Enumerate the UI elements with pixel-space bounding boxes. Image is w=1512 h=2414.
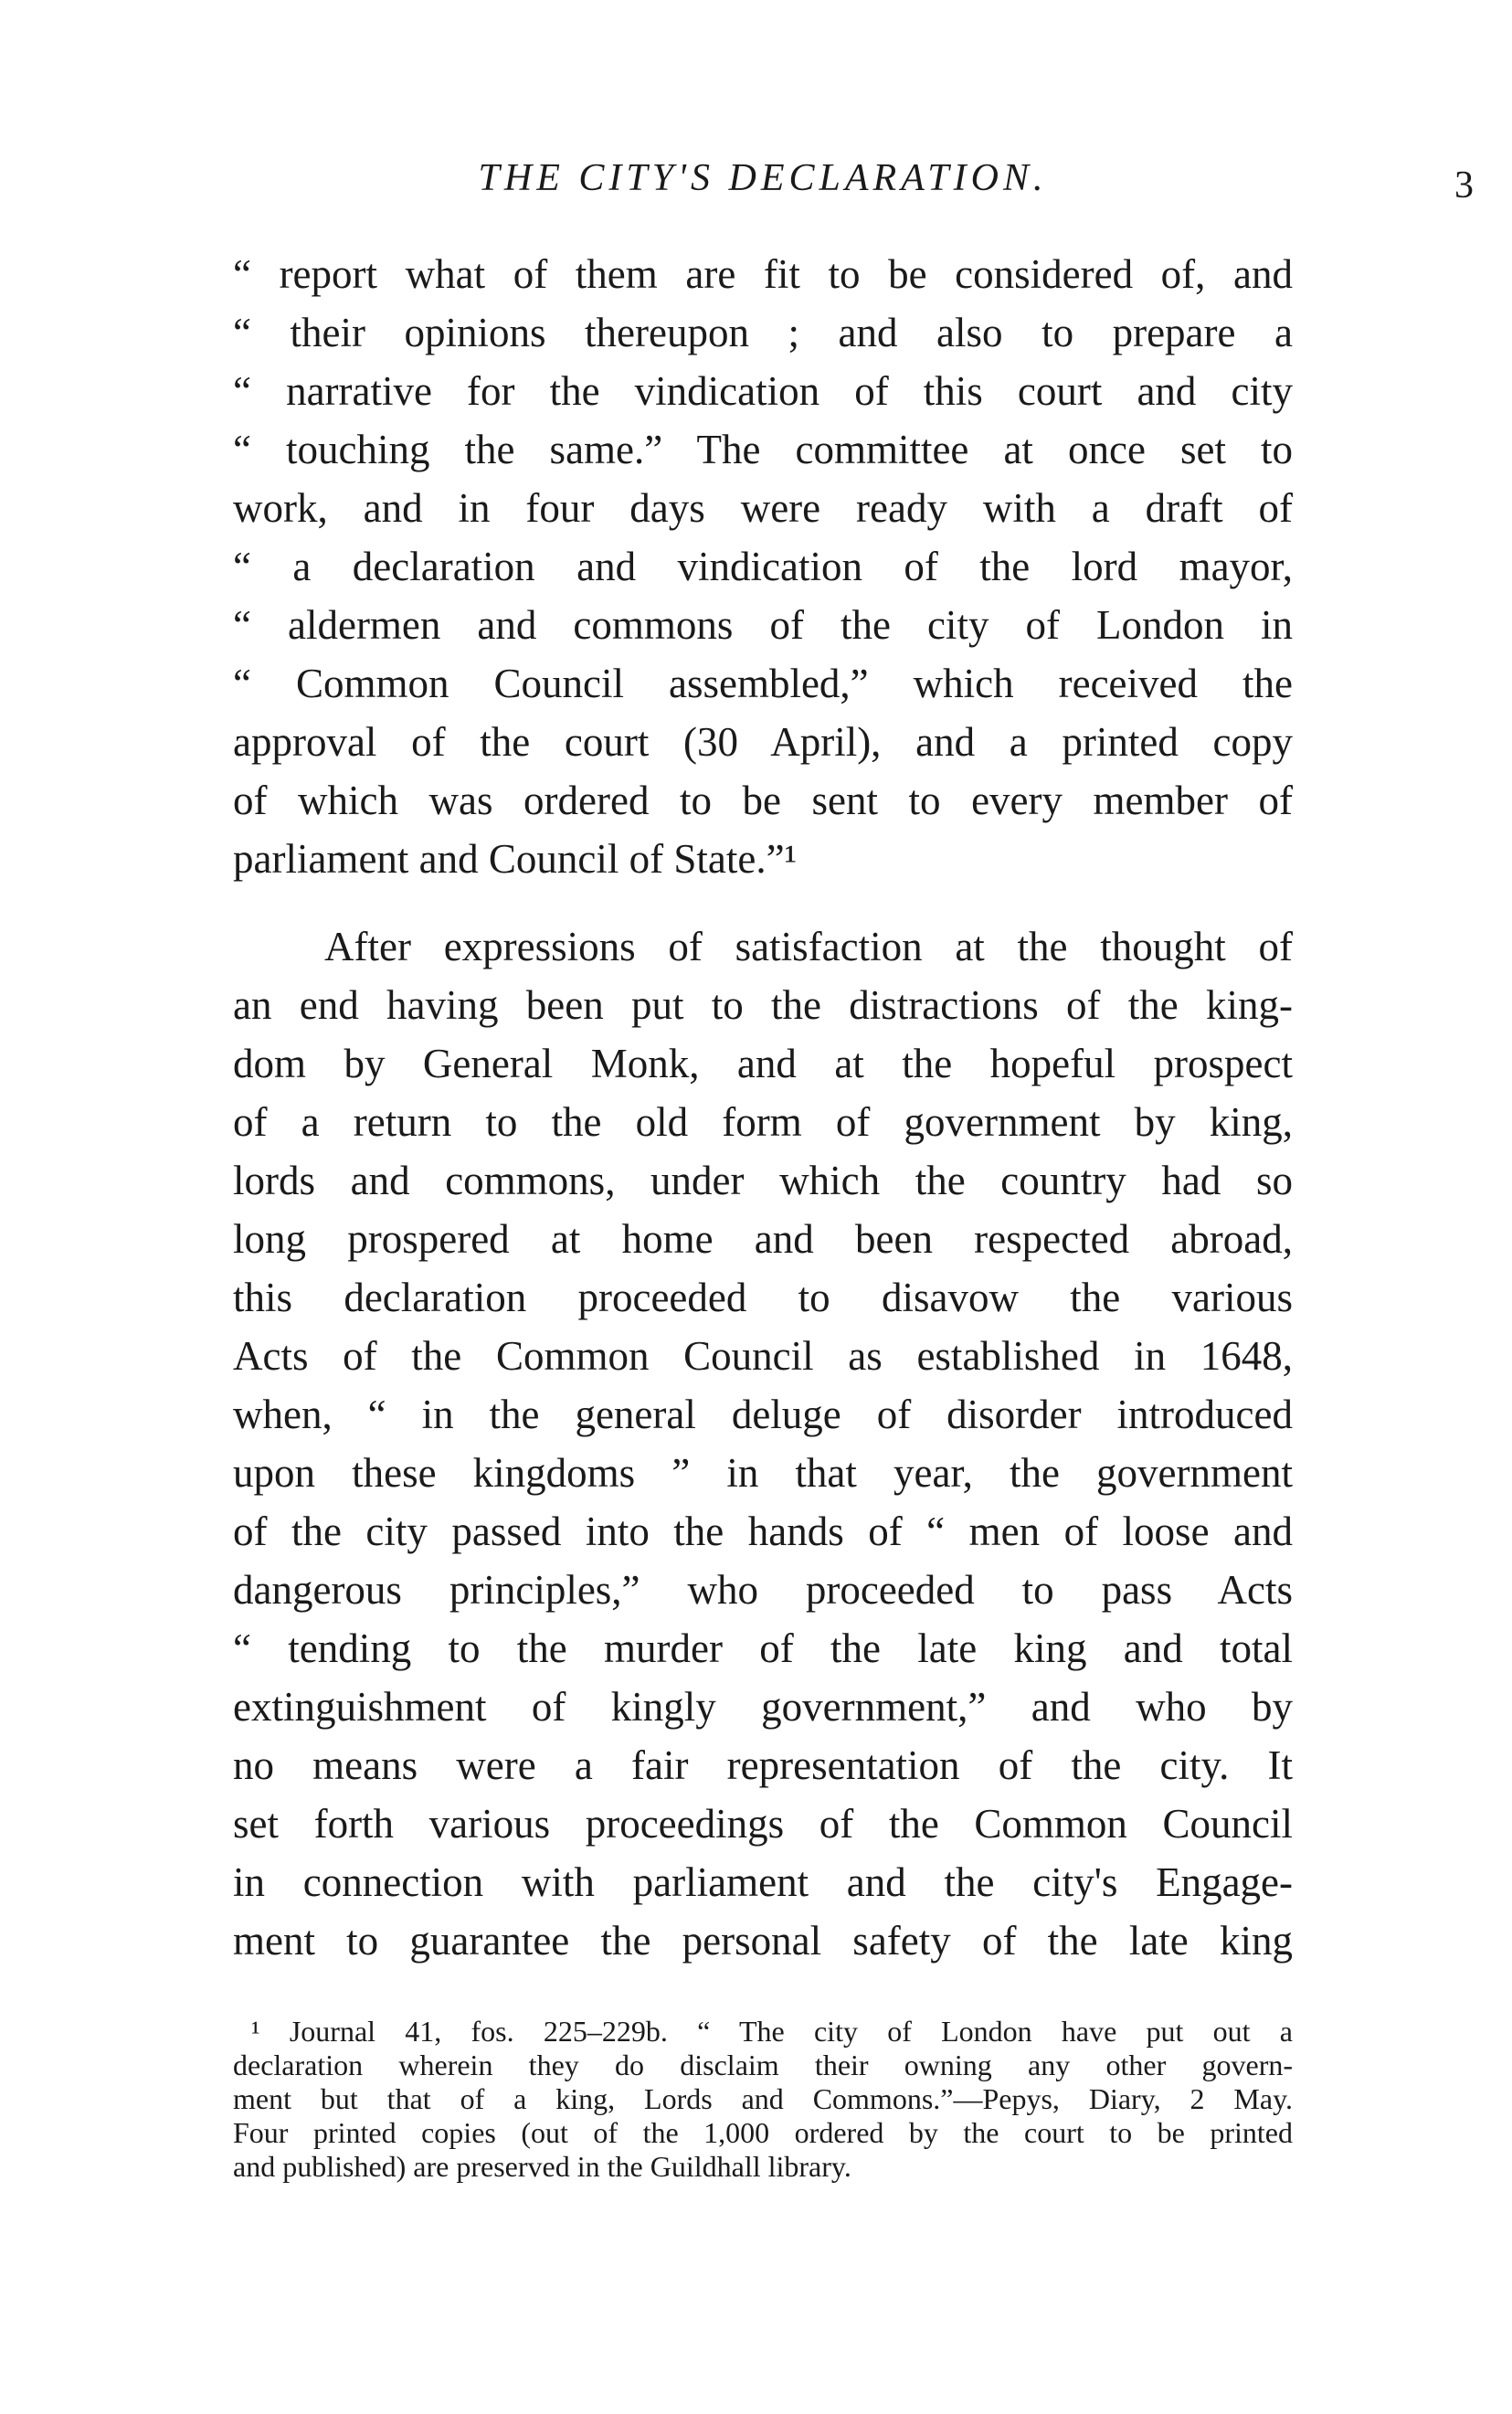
running-title: THE CITY'S DECLARATION. xyxy=(478,157,1048,199)
text-line: extinguishment of kingly government,” and who by xyxy=(233,1684,1293,1730)
text-line: “ tending to the murder of the late king and total xyxy=(233,1625,1293,1671)
text-line: work, and in four days were ready with a draft of xyxy=(233,485,1293,531)
text-line: “ report what of them are fit to be considered of, and xyxy=(233,251,1293,297)
text-line: of which was ordered to be sent to every member of xyxy=(233,778,1293,823)
text-line: lords and commons, under which the country had so xyxy=(233,1158,1293,1203)
text-line: parliament and Council of State.”¹ xyxy=(233,836,798,882)
page-number: 3 xyxy=(1454,164,1474,206)
text-line: in connection with parliament and the city's Engage- xyxy=(233,1859,1293,1905)
text-line: “ Common Council assembled,” which received the xyxy=(233,661,1293,706)
text-line: “ a declaration and vindication of the lord mayor, xyxy=(233,544,1293,589)
text-line: “ narrative for the vindication of this court and city xyxy=(233,368,1293,414)
text-line: “ touching the same.” The committee at once set to xyxy=(233,427,1293,472)
footnote-line: ment but that of a king, Lords and Commons.”—Pepys, Diary, 2 May. xyxy=(233,2082,1293,2115)
text-line: an end having been put to the distractions of the king- xyxy=(233,982,1293,1028)
footnote-line: declaration wherein they do disclaim their owning any other govern- xyxy=(233,2049,1293,2081)
paragraph-spacer xyxy=(233,888,1293,917)
text-line: set forth various proceedings of the Common Council xyxy=(233,1801,1293,1847)
footnote-line: Four printed copies (out of the 1,000 ordered by the court to be printed xyxy=(233,2116,1293,2149)
footnote-line: ¹ Journal 41, fos. 225–229b. “ The city of London have put out a xyxy=(251,2015,1293,2048)
text-line: “ their opinions thereupon ; and also to prepare a xyxy=(233,310,1293,355)
text-line: long prospered at home and been respected abroad, xyxy=(233,1216,1293,1262)
footnote xyxy=(233,2015,1293,2184)
text-line: when, “ in the general deluge of disorder introduced xyxy=(233,1392,1293,1437)
paragraph-2 xyxy=(233,917,1293,1970)
text-line: dangerous principles,” who proceeded to pass Acts xyxy=(233,1567,1293,1613)
text-line: of a return to the old form of government by king, xyxy=(233,1099,1293,1145)
footnote-line: and published) are preserved in the Guildhall library. xyxy=(233,2150,851,2183)
text-line: dom by General Monk, and at the hopeful prospect xyxy=(233,1041,1293,1086)
text-line: this declaration proceeded to disavow the various xyxy=(233,1275,1293,1320)
body-text xyxy=(233,245,1293,1970)
text-line: upon these kingdoms ” in that year, the government xyxy=(233,1450,1293,1496)
text-line: no means were a fair representation of the city. It xyxy=(233,1742,1293,1788)
text-line: approval of the court (30 April), and a printed copy xyxy=(233,719,1293,765)
text-line: of the city passed into the hands of “ men of loose and xyxy=(233,1509,1293,1554)
text-line: “ aldermen and commons of the city of London in xyxy=(233,602,1293,648)
text-line: ment to guarantee the personal safety of the late king xyxy=(233,1918,1293,1964)
paragraph-1 xyxy=(233,245,1293,888)
text-line: After expressions of satisfaction at the thought of xyxy=(324,924,1293,969)
text-line: Acts of the Common Council as established in 1648, xyxy=(233,1333,1293,1379)
